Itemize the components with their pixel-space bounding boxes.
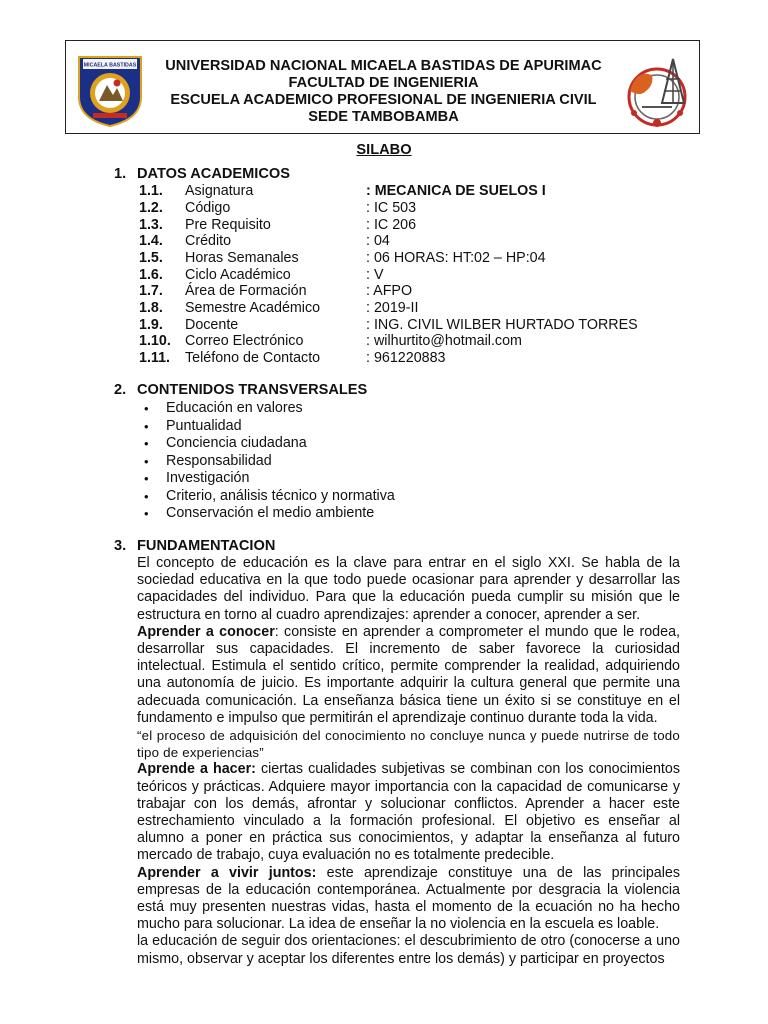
quote: “el proceso de adquisición del conocimiento no concluye nunca y puede nutrirse de todo tipo de experiencias” xyxy=(137,728,680,761)
section-number: 3. xyxy=(114,538,127,554)
university-name: UNIVERSIDAD NACIONAL MICAELA BASTIDAS DE APURIMAC xyxy=(165,58,602,74)
faculty-name: FACULTAD DE INGENIERIA xyxy=(288,75,479,91)
list-item: • Investigación xyxy=(141,470,395,488)
section-title: DATOS ACADEMICOS xyxy=(137,166,290,182)
paragraph: la educación de seguir dos orientaciones: el descubrimiento de otro (conocerse a uno mismo, observar y aceptar los diferentes entre los demás) y participar en proyectos xyxy=(137,933,680,967)
transversal-contents-list xyxy=(141,400,395,523)
paragraph: Aprender a vivir juntos: este aprendizaje constituye una de las principales empresas de la educación contemporánea. Actualmente por desgracia la violencia está muy presenten nuestras vidas, hasta el momento de la ecuación no ha hecho mucho para solucionar. La idea de enseñar la no violencia en la escuela es loable. xyxy=(137,864,680,933)
list-item: • Responsabilidad xyxy=(141,453,395,471)
section-contenidos-heading xyxy=(114,382,367,398)
section-number: 1. xyxy=(114,166,127,182)
section-title: FUNDAMENTACION xyxy=(137,538,276,554)
list-item: • Conciencia ciudadana xyxy=(141,435,395,453)
document-title: SILABO xyxy=(356,142,412,158)
section-number: 2. xyxy=(114,382,127,398)
school-name: ESCUELA ACADEMICO PROFESIONAL DE INGENIERIA CIVIL xyxy=(170,92,597,108)
list-item: • Conservación el medio ambiente xyxy=(141,505,395,523)
paragraph: El concepto de educación es la clave para entrar en el siglo XXI. Se habla de la sociedad educativa en la que todo puede ocasionar para aprender y desarrollar las capacidades del individuo. Para que la educación pueda cumplir su misión que le estructura en torno al cuadro aprendizajes: aprender a conocer, aprender a ser. xyxy=(137,555,680,623)
campus-name: SEDE TAMBOBAMBA xyxy=(308,109,459,125)
section-fundamentacion-heading xyxy=(114,538,275,554)
list-item: • Educación en valores xyxy=(141,400,395,418)
section-datos-academicos-heading xyxy=(114,166,290,182)
fundamentacion-body xyxy=(137,555,680,968)
list-item: • Puntualidad xyxy=(141,418,395,436)
paragraph: Aprende a hacer: ciertas cualidades subjetivas se combinan con los conocimientos teóricos y prácticas. Adquiere mayor importancia con la capacidad de comunicarse y trabajar con los demás, afrontar y solucionar conflictos. Aprender a hacer este estrechamiento vinculado a la formación profesional. El objetivo es enseñar al alumno a poner en práctica sus conocimientos, y adaptar la enseñanza al futuro mercado de trabajo, cuya evaluación no es totalmente predecible. xyxy=(137,761,680,864)
section-title: CONTENIDOS TRANSVERSALES xyxy=(137,382,368,398)
civil-engineering-logo xyxy=(618,51,696,131)
document-header xyxy=(65,40,700,134)
list-item: • Criterio, análisis técnico y normativa xyxy=(141,488,395,506)
svg-text:MICAELA BASTIDAS: MICAELA BASTIDAS xyxy=(83,62,137,69)
paragraph: Aprender a conocer: consiste en aprender a comprometer el mundo que le rodea, desarrollar sus capacidades. El incremento de saber favorece la curiosidad intelectual. Estimula el sentido crítico, permite comprender la realidad, adquiriendo una autonomía de juicio. Es importante adquirir la cultura general que permite una adecuada comunicación. La enseñanza básica tiene un éxito si se constituye en el fundamento e impulso que permitirán el aprendizaje continuo durante toda la vida. xyxy=(137,623,680,726)
